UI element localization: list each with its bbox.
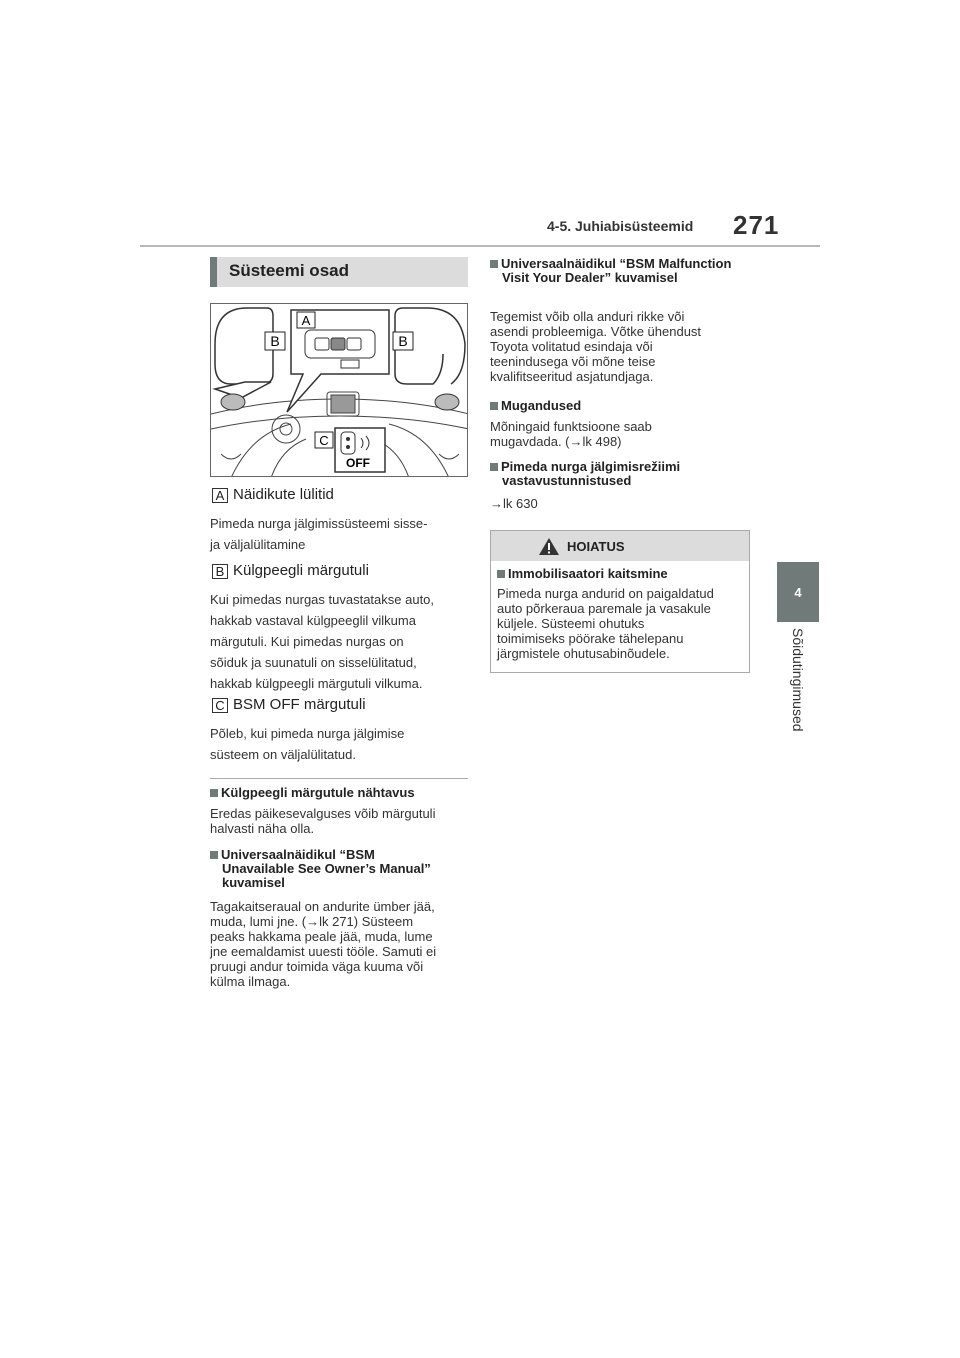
bullet-square-icon xyxy=(497,570,505,578)
note-line: muda, lumi jne. (→lk 271) Süsteem xyxy=(210,914,414,929)
header-divider xyxy=(140,245,820,247)
figure-label-b-right: B xyxy=(398,333,408,349)
note-body xyxy=(210,899,468,989)
chapter-label xyxy=(777,628,819,748)
warning-title: HOIATUS xyxy=(567,539,625,554)
note-heading-text: Universaalnäidikul “BSM Unavailable See Owner’s Manual” kuvamisel xyxy=(221,847,431,890)
chapter-label-text: Sõidutingimused xyxy=(790,628,806,732)
note-line: →lk 630 xyxy=(490,496,538,511)
item-b-line: hakkab külgpeegli märgutuli vilkuma. xyxy=(210,676,423,691)
note-line: Tegemist võib olla anduri rikke või xyxy=(490,309,685,324)
warning-line: järgmistele ohutusabinõudele. xyxy=(497,646,670,661)
item-body-b xyxy=(210,589,470,694)
note-heading-text: Universaalnäidikul “BSM Malfunction Visit Your Dealer” kuvamisel xyxy=(501,256,732,285)
bullet-square-icon xyxy=(210,789,218,797)
item-b-line: Kui pimedas nurgas tuvastatakse auto, xyxy=(210,592,435,607)
warning-line: toimimiseks pöörake tähelepanu xyxy=(497,631,684,646)
warning-heading xyxy=(497,567,668,581)
note-body xyxy=(490,496,750,511)
item-b-line: märgutuli. Kui pimedas nurgas on xyxy=(210,634,404,649)
warning-line: Pimeda nurga andurid on paigaldatud xyxy=(497,586,714,601)
item-body-a xyxy=(210,513,470,555)
note-heading-text: Külgpeegli märgutule nähtavus xyxy=(221,785,415,800)
page-number: 271 xyxy=(733,210,780,240)
item-title-c: BSM OFF märgutuli xyxy=(233,696,366,713)
item-letter-a: A xyxy=(212,488,228,503)
bullet-square-icon xyxy=(210,851,218,859)
warning-body xyxy=(497,586,745,661)
chapter-tab: 4 xyxy=(777,562,819,622)
note-line: külma ilmaga. xyxy=(210,974,291,989)
item-b-line: hakkab vastaval külgpeeglil vilkuma xyxy=(210,613,416,628)
item-body-c xyxy=(210,723,470,765)
item-a-line: Pimeda nurga jälgimissüsteemi sisse- xyxy=(210,516,428,531)
note-line: Tagakaitseraual on andurite ümber jää, xyxy=(210,899,435,914)
item-letter-c: C xyxy=(212,698,228,713)
note-body xyxy=(490,309,750,384)
note-line: pruugi andur toimida väga kuuma või xyxy=(210,959,424,974)
warning-triangle-icon xyxy=(538,537,560,556)
note-line: kvalifitseeritud asjatundjaga. xyxy=(490,369,654,384)
bullet-square-icon xyxy=(490,260,498,268)
note-line: Mõningaid funktsioone saab xyxy=(490,419,652,434)
figure-label-a: A xyxy=(301,313,311,328)
note-line: Eredas päikesevalguses võib märgutuli xyxy=(210,806,436,821)
bullet-square-icon xyxy=(490,463,498,471)
item-title-b: Külgpeegli märgutuli xyxy=(233,562,369,579)
figure-label-b-left: B xyxy=(270,333,280,349)
note-heading-text: Pimeda nurga jälgimisrežiimi vastavustunnistused xyxy=(501,459,681,488)
warning-box xyxy=(490,530,750,673)
note-body xyxy=(210,806,468,836)
figure-label-c: C xyxy=(319,433,329,448)
item-letter-b: B xyxy=(212,564,228,579)
note-heading-text: Mugandused xyxy=(501,398,582,413)
note-heading xyxy=(490,460,742,488)
note-line: Toyota volitatud esindaja või xyxy=(490,339,653,354)
note-line: halvasti näha olla. xyxy=(210,821,315,836)
warning-heading-text: Immobilisaatori kaitsmine xyxy=(508,566,668,581)
figure-label-off: OFF xyxy=(346,456,370,470)
note-body xyxy=(490,419,750,449)
note-heading xyxy=(210,786,480,800)
warning-line: auto põrkeraua paremale ja vasakule xyxy=(497,601,711,616)
warning-line: küljele. Süsteemi ohutuks xyxy=(497,616,645,631)
section-heading xyxy=(210,257,468,287)
warning-header xyxy=(491,531,749,561)
item-b-line: sõiduk ja suunatuli on sisselülitatud, xyxy=(210,655,417,670)
item-a-line: ja väljalülitamine xyxy=(210,537,306,552)
note-heading xyxy=(490,399,742,413)
note-heading xyxy=(490,257,742,285)
note-heading xyxy=(210,848,442,890)
note-line: jne eemaldamist uuesti tööle. Samuti ei xyxy=(210,944,437,959)
item-c-line: süsteem on väljalülitatud. xyxy=(210,747,356,762)
notes-divider xyxy=(210,778,468,779)
dashboard-drawing xyxy=(211,304,468,477)
note-line: teenindusega või mõne teise xyxy=(490,354,656,369)
dashboard-illustration xyxy=(210,303,468,477)
note-line: asendi probleemiga. Võtke ühendust xyxy=(490,324,702,339)
note-line: peaks hakkama peale jää, muda, lume xyxy=(210,929,433,944)
item-title-a: Näidikute lülitid xyxy=(233,486,334,503)
section-heading-text: Süsteemi osad xyxy=(229,261,349,280)
bullet-square-icon xyxy=(490,402,498,410)
item-c-line: Põleb, kui pimeda nurga jälgimise xyxy=(210,726,405,741)
section-title: 4-5. Juhiabisüsteemid xyxy=(547,218,694,234)
note-line: mugavdada. (→lk 498) xyxy=(490,434,622,449)
